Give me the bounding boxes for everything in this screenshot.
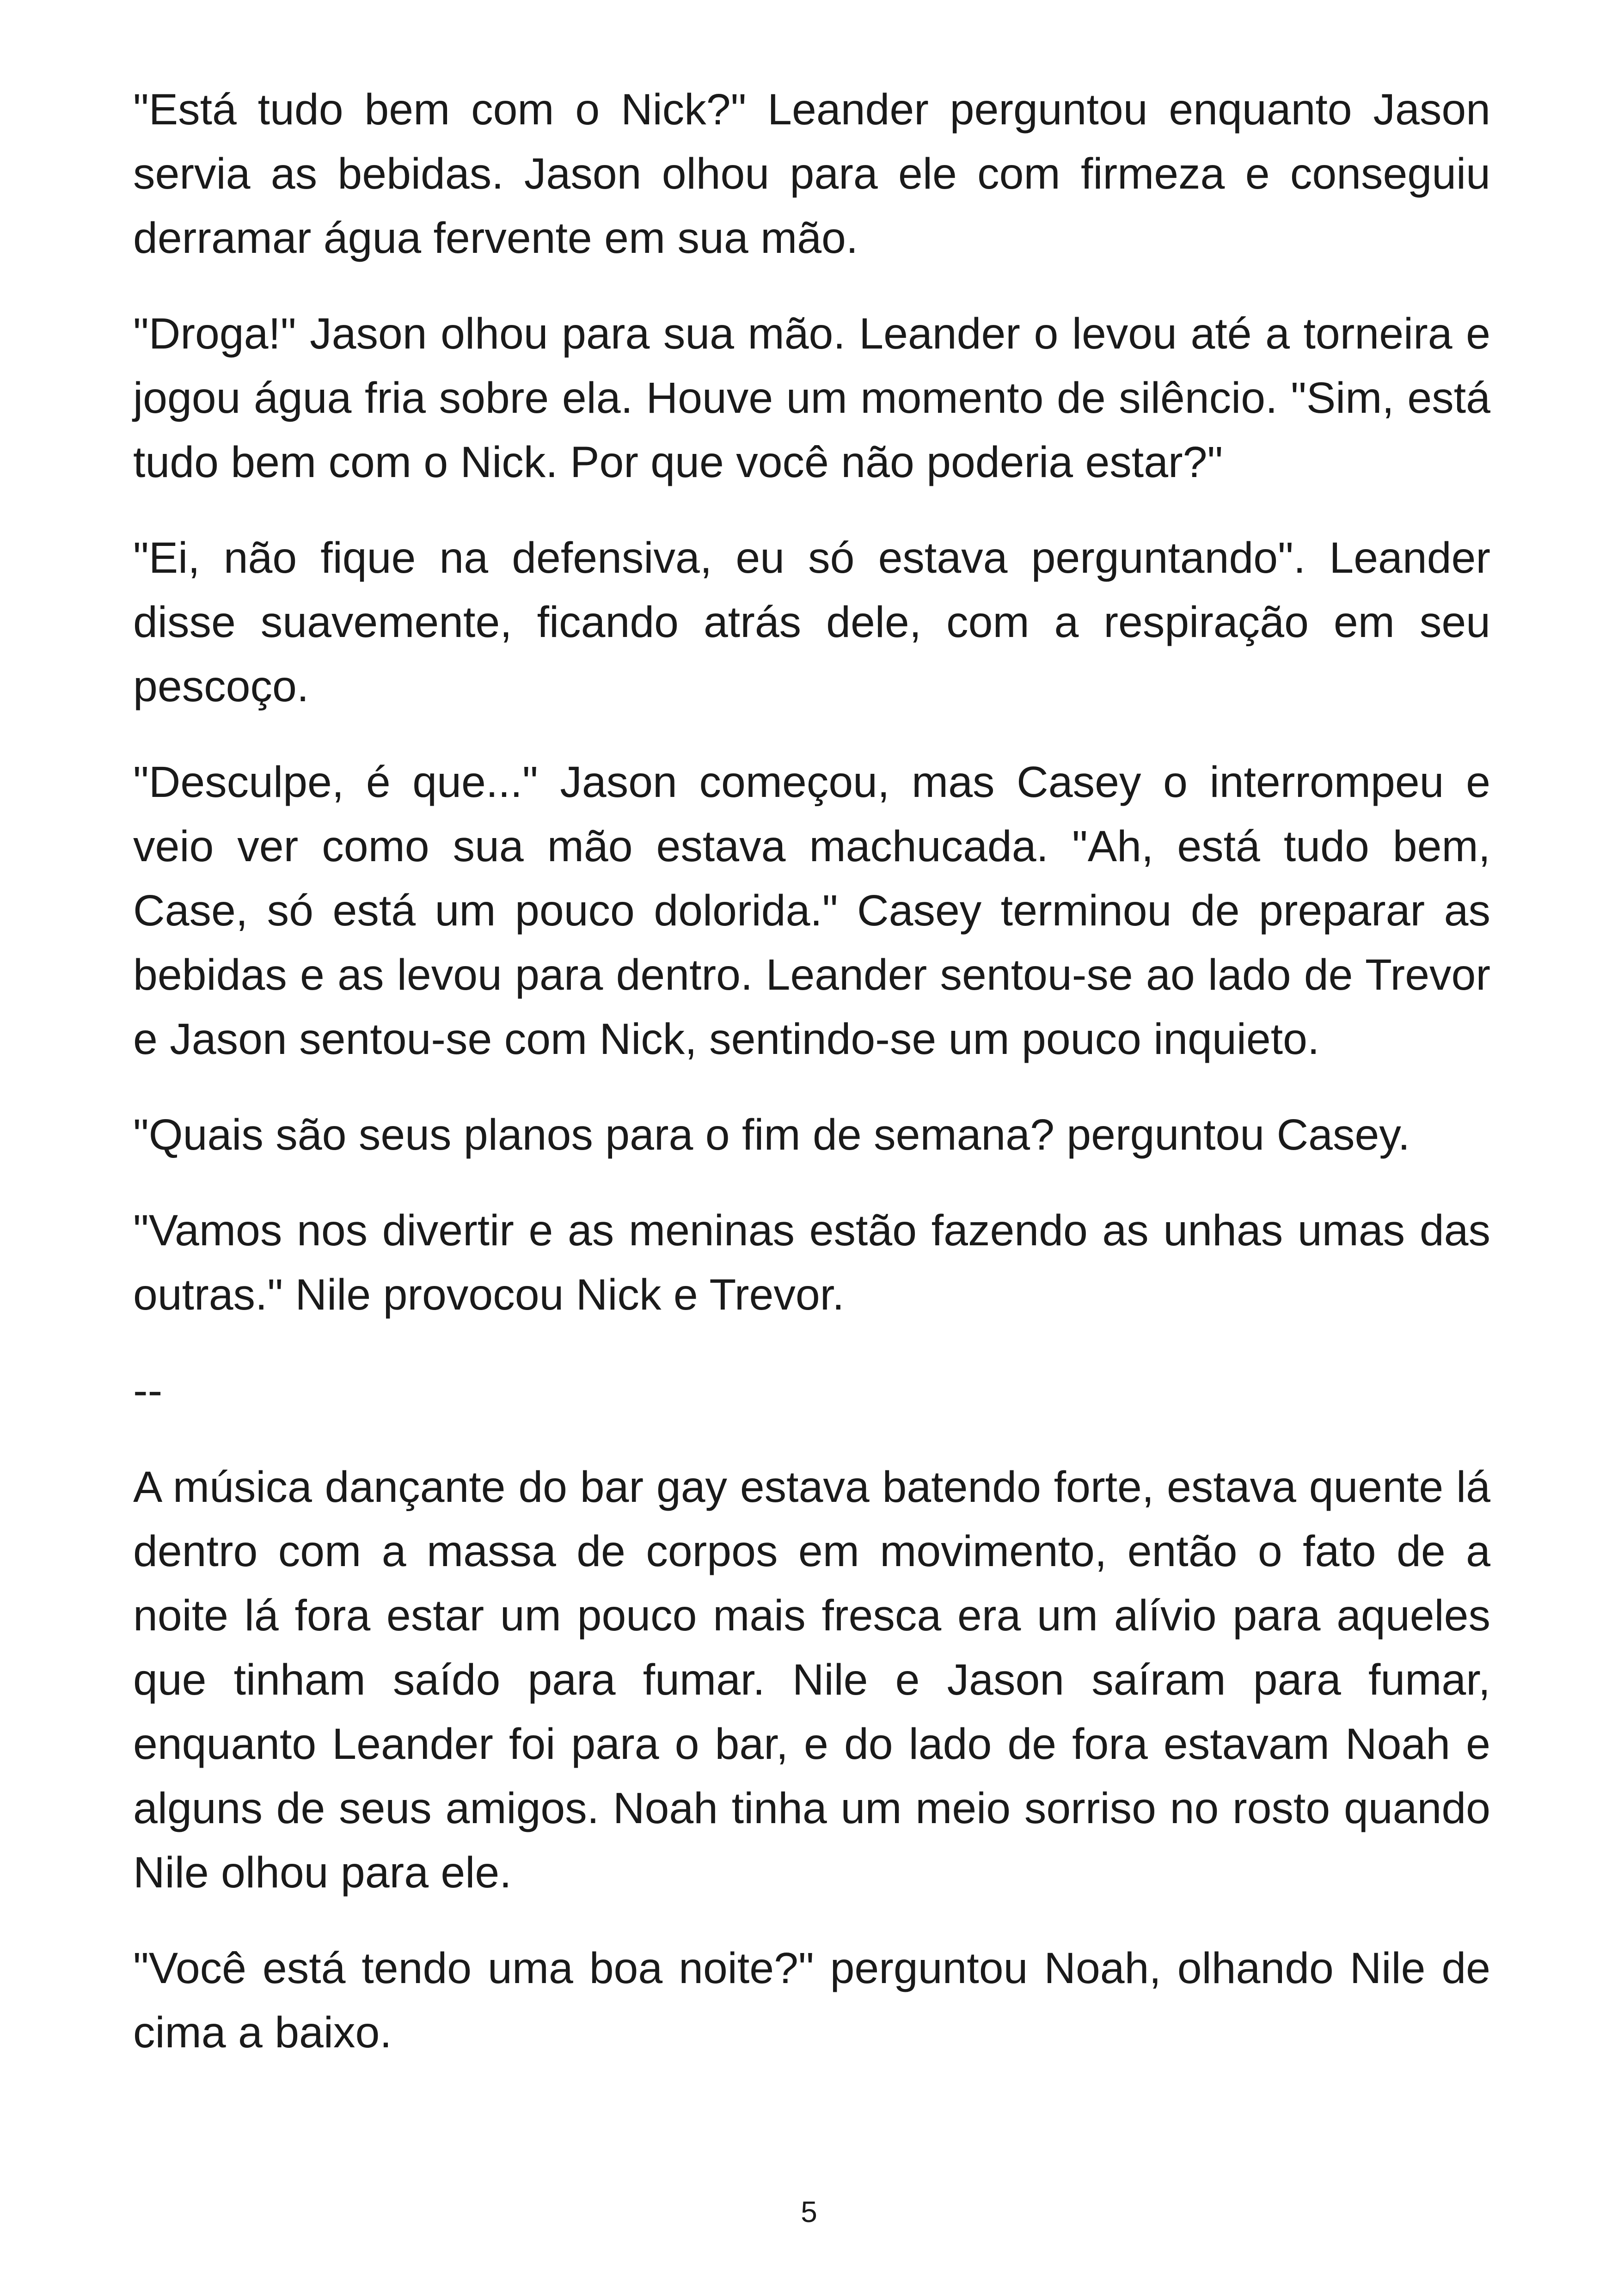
page-number: 5 [801, 2195, 817, 2229]
paragraph: "Droga!" Jason olhou para sua mão. Leander o levou até a torneira e jogou água fria sobre ela. Houve um momento de silêncio. "Sim, está tudo bem com o Nick. Por que você não poderia estar?" [133, 309, 1490, 487]
paragraph: "Vamos nos divertir e as meninas estão fazendo as unhas umas das outras." Nile provocou Nick e Trevor. [133, 1206, 1490, 1319]
paragraph: A música dançante do bar gay estava batendo forte, estava quente lá dentro com a massa de corpos em movimento, então o fato de a noite lá fora estar um pouco mais fresca era um alívio para aqueles que tinham saído para fumar. Nile e Jason saíram para fumar, enquanto Leander foi para o bar, e do lado de fora estavam Noah e alguns de seus amigos. Noah tinha um meio sorriso no rosto quando Nile olhou para ele. [133, 1463, 1490, 1897]
paragraph: "Você está tendo uma boa noite?" perguntou Noah, olhando Nile de cima a baixo. [133, 1944, 1490, 2057]
paragraph: "Quais são seus planos para o fim de semana? perguntou Casey. [133, 1110, 1410, 1159]
paragraph: "Desculpe, é que..." Jason começou, mas Casey o interrompeu e veio ver como sua mão estava machucada. "Ah, está tudo bem, Case, só está um pouco dolorida." Casey terminou de preparar as bebidas e as levou para dentro. Leander sentou-se ao lado de Trevor e Jason sentou-se com Nick, sentindo-se um pouco inquieto. [133, 758, 1490, 1064]
scene-break: -- [133, 1366, 163, 1415]
paragraph: "Está tudo bem com o Nick?" Leander perguntou enquanto Jason servia as bebidas. Jason olhou para ele com firmeza e conseguiu derramar água fervente em sua mão. [133, 85, 1490, 263]
page-body [133, 78, 1490, 2096]
paragraph: "Ei, não fique na defensiva, eu só estava perguntando". Leander disse suavemente, ficando atrás dele, com a respiração em seu pescoço. [133, 533, 1490, 711]
